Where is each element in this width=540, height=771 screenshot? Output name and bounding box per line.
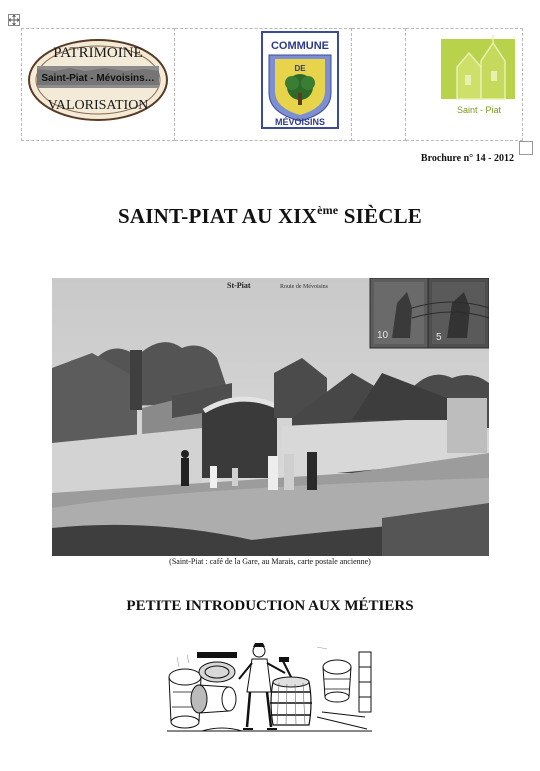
svg-text:DE: DE (294, 64, 306, 73)
brochure-number: Brochure n° 14 - 2012 (420, 153, 514, 164)
svg-text:Saint-Piat - Mévoisins…: Saint-Piat - Mévoisins… (41, 73, 155, 84)
cooper-engraving (167, 637, 372, 737)
svg-text:COMMUNE: COMMUNE (270, 40, 330, 52)
saint-piat-logo (439, 33, 519, 117)
svg-text:MÉVOISINS: MÉVOISINS (274, 117, 326, 127)
svg-text:5: 5 (436, 332, 442, 343)
svg-text:VALORISATION: VALORISATION (47, 98, 149, 113)
svg-text:St-Piat: St-Piat (227, 281, 251, 290)
svg-text:10: 10 (377, 330, 389, 341)
postage-stamp-10 (370, 278, 428, 348)
patrimoine-logo (25, 35, 171, 125)
svg-text:Route de Mévoisins: Route de Mévoisins (280, 284, 328, 290)
postcard-photo (52, 278, 489, 556)
table-move-handle-icon[interactable] (8, 14, 20, 26)
svg-text:PATRIMOINE: PATRIMOINE (53, 45, 143, 61)
logo-cell-empty (352, 29, 406, 141)
logo-cell-commune (175, 29, 352, 141)
table-resize-handle[interactable] (519, 141, 533, 155)
svg-text:Saint - Piat: Saint - Piat (456, 105, 502, 115)
logo-table (21, 28, 523, 141)
photo-caption: (Saint-Piat : café de la Gare, au Marais, carte postale ancienne) (169, 557, 371, 566)
title-superscript: ème (317, 203, 339, 217)
section-title: PETITE INTRODUCTION AUX MÉTIERS (126, 598, 414, 614)
title-end: SIÈCLE (338, 204, 423, 228)
commune-mevoisins-logo (261, 31, 339, 129)
logo-cell-saint-piat (406, 29, 523, 141)
title-main: SAINT-PIAT AU XIX (117, 204, 318, 228)
logo-cell-patrimoine (22, 29, 175, 141)
page-title (0, 203, 540, 229)
